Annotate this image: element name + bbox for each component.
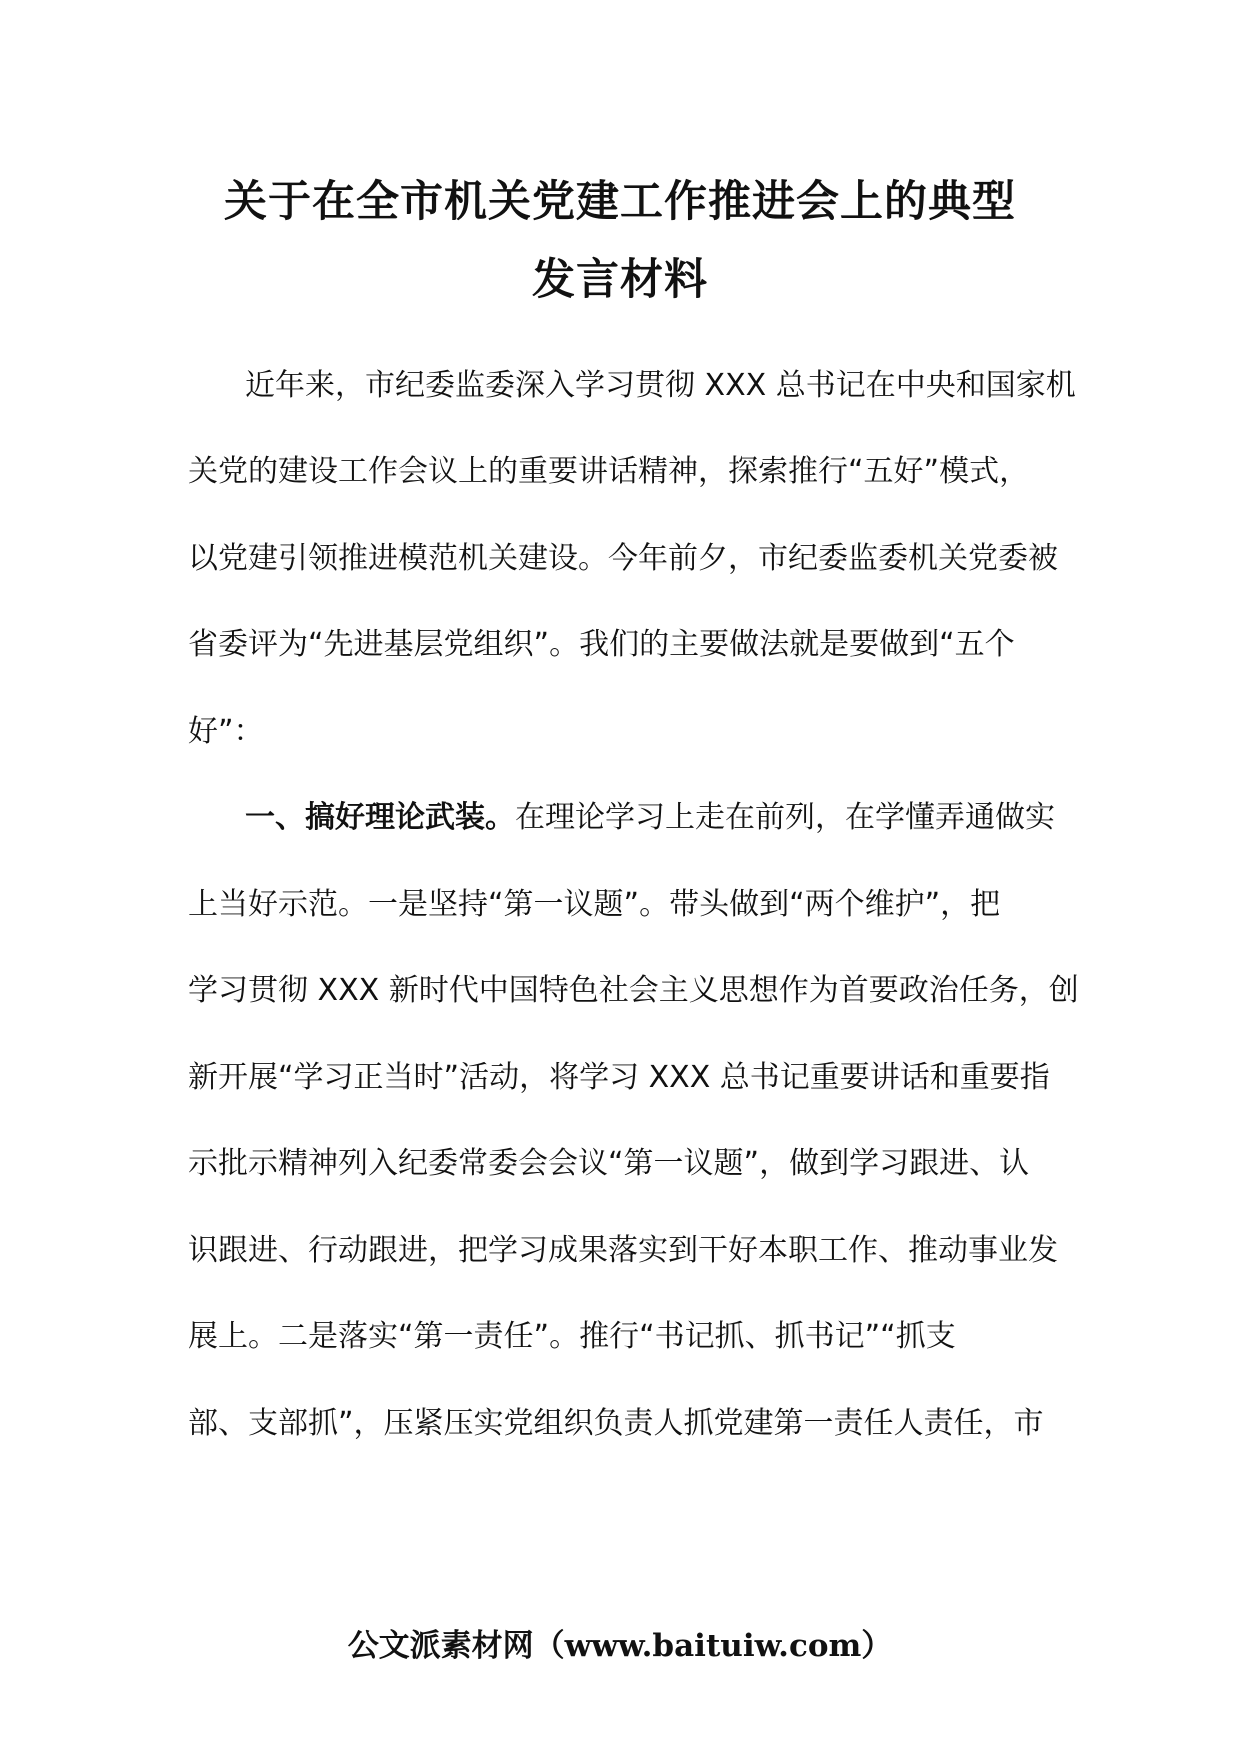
paragraph-line: 识跟进、行动跟进，把学习成果落实到干好本职工作、推动事业发 [188, 1233, 1058, 1268]
paragraph-line: 以党建引领推进模范机关建设。今年前夕，市纪委监委机关党委被 [188, 541, 1058, 576]
paragraph-line: 学习贯彻 XXX 新时代中国特色社会主义思想作为首要政治任务，创 [188, 973, 1079, 1008]
paragraph-line: 部、支部抓”，压紧压实党组织负责人抓党建第一责任人责任，市 [188, 1406, 1044, 1441]
footer-watermark: 公文派素材网（www.baituiw.com） [347, 1628, 893, 1664]
paragraph-line: 关党的建设工作会议上的重要讲话精神，探索推行“五好”模式， [188, 454, 1030, 489]
paragraph-line: 展上。二是落实“第一责任”。推行“书记抓、抓书记”“抓支 [188, 1319, 956, 1354]
section-1-first-line [245, 798, 1055, 838]
document-title-line-2: 发言材料 [532, 255, 708, 305]
paragraph-line: 近年来，市纪委监委深入学习贯彻 XXX 总书记在中央和国家机 [245, 368, 1076, 403]
document-title-line-1: 关于在全市机关党建工作推进会上的典型 [224, 177, 1016, 227]
paragraph-line: 好”： [188, 714, 264, 749]
paragraph-line: 上当好示范。一是坚持“第一议题”。带头做到“两个维护”，把 [188, 887, 1001, 922]
paragraph-line: 省委评为“先进基层党组织”。我们的主要做法就是要做到“五个 [188, 627, 1015, 662]
paragraph-line: 示批示精神列入纪委常委会会议“第一议题”，做到学习跟进、认 [188, 1146, 1030, 1181]
paragraph-line: 新开展“学习正当时”活动，将学习 XXX 总书记重要讲话和重要指 [188, 1060, 1050, 1095]
section-1-first-line-text: 在理论学习上走在前列，在学懂弄通做实 [515, 800, 1055, 835]
section-1-heading: 一、搞好理论武装。 [245, 800, 515, 835]
